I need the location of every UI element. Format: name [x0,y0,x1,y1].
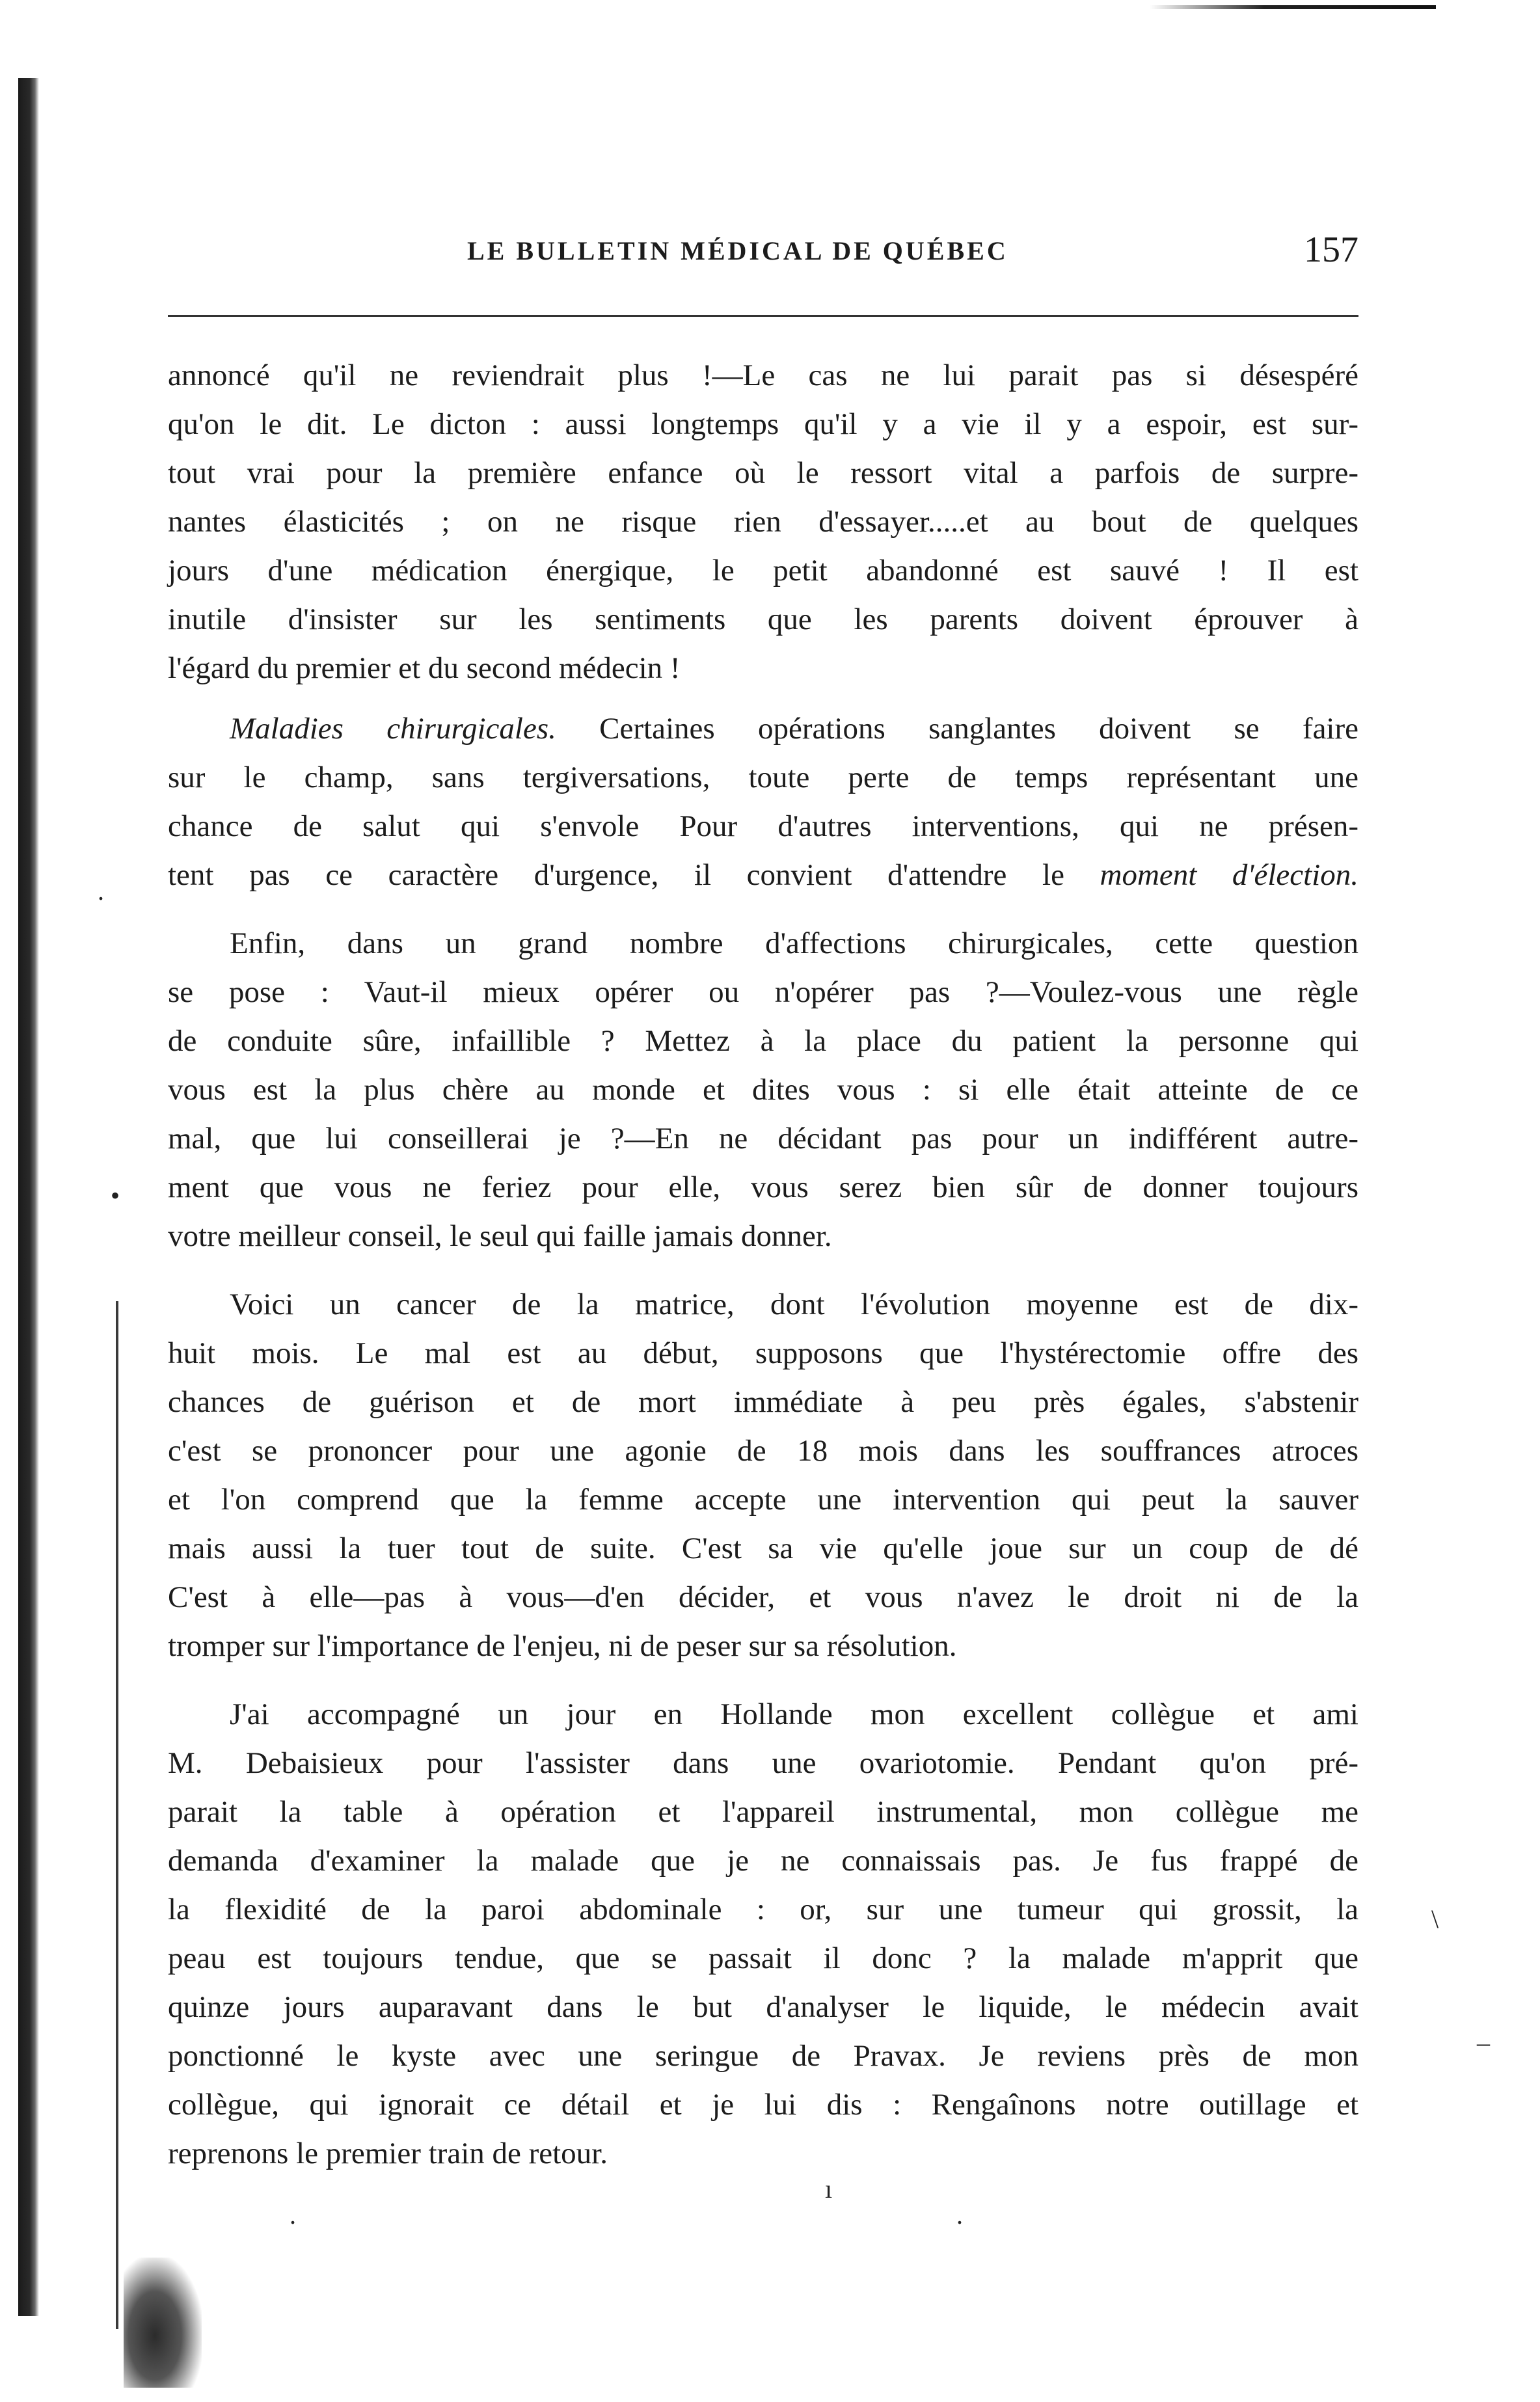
text-line: ment que vous ne feriez pour elle, vous serez bien sûr de donner toujours [168,1170,1358,1204]
text-line: annoncé qu'il ne reviendrait plus !—Le cas ne lui parait pas si désespéré [168,358,1358,392]
paragraph-4 [168,1280,1358,1671]
scan-speck: – [1477,2028,1490,2057]
text-line: la flexidité de la paroi abdominale : or, sur une tumeur qui grossit, la [168,1893,1358,1926]
text-line: mais aussi la tuer tout de suite. C'est sa vie qu'elle joue sur un coup de dé [168,1532,1358,1565]
text-line: se pose : Vaut-il mieux opérer ou n'opérer pas ?—Voulez-vous une règle [168,975,1358,1009]
body-text [168,351,1358,2178]
text-run: tent pas ce caractère d'urgence, il convient d'attendre le [168,858,1100,892]
section-lead: Maladies chirurgicales. [230,712,556,746]
top-edge-rule [1150,5,1436,9]
running-header [168,230,1358,275]
text-line: chances de guérison et de mort immédiate à peu près égales, s'abstenir [168,1385,1358,1419]
paragraph-3 [168,919,1358,1261]
text-line: votre meilleur conseil, le seul qui faille jamais donner. [168,1219,832,1253]
text-line: inutile d'insister sur les sentiments que les parents doivent éprouver à [168,602,1358,636]
text-line: vous est la plus chère au monde et dites vous : si elle était atteinte de ce [168,1073,1358,1107]
text-line: tout vrai pour la première enfance où le ressort vital a parfois de surpre- [168,456,1358,490]
text-line: Enfin, dans un grand nombre d'affections chirurgicales, cette question [230,926,1358,960]
scan-speck: ı [825,2174,833,2204]
scan-speck: . [290,2200,296,2230]
text-line: mal, que lui conseillerai je ?—En ne décidant pas pour un indifférent autre- [168,1122,1358,1155]
text-line: et l'on comprend que la femme accepte une intervention qui peut la sauver [168,1483,1358,1517]
binding-crease [116,1301,118,2329]
text-line: huit mois. Le mal est au début, supposons que l'hystérectomie offre des [168,1336,1358,1370]
corner-smudge [124,2258,202,2388]
text-line: C'est à elle—pas à vous—d'en décider, et vous n'avez le droit ni de la [168,1580,1358,1614]
text-line: demanda d'examiner la malade que je ne connaissais pas. Je fus frappé de [168,1844,1358,1878]
page-number: 157 [1304,230,1358,270]
paragraph-1 [168,351,1358,693]
scan-speck: . [98,876,104,906]
text-line: J'ai accompagné un jour en Hollande mon excellent collègue et ami [230,1697,1358,1731]
header-rule [168,315,1358,317]
running-title: LE BULLETIN MÉDICAL DE QUÉBEC [467,236,1008,265]
text-line [168,851,1358,900]
text-run: Certaines opérations sanglantes doivent se faire [556,712,1358,746]
text-line: l'égard du premier et du second médecin ! [168,651,681,685]
text-line: jours d'une médication énergique, le petit abandonné est sauvé ! Il est [168,554,1358,587]
paragraph-2 [168,705,1358,900]
text-line: de conduite sûre, infaillible ? Mettez à la place du patient la personne qui [168,1024,1358,1058]
italic-term: moment d'élection. [1100,858,1358,892]
text-line: qu'on le dit. Le dicton : aussi longtemps qu'il y a vie il y a espoir, est sur- [168,407,1358,441]
text-line: c'est se prononcer pour une agonie de 18 mois dans les souffrances atroces [168,1434,1358,1468]
scan-speck: \ [1431,1904,1439,1934]
text-line: chance de salut qui s'envole Pour d'autres interventions, qui ne présen- [168,809,1358,843]
binding-shadow [18,78,39,2316]
text-line: collègue, qui ignorait ce détail et je lui dis : Rengaînons notre outillage et [168,2088,1358,2122]
text-line: sur le champ, sans tergiversations, toute perte de temps représentant une [168,761,1358,794]
text-line [168,705,1358,753]
scan-speck: . [956,2200,963,2230]
text-line: M. Debaisieux pour l'assister dans une ovariotomie. Pendant qu'on pré- [168,1746,1358,1780]
scan-speck: • [111,1181,120,1210]
text-line: Voici un cancer de la matrice, dont l'évolution moyenne est de dix- [230,1288,1358,1321]
text-line: reprenons le premier train de retour. [168,2137,608,2170]
text-line: nantes élasticités ; on ne risque rien d'essayer.....et au bout de quelques [168,505,1358,539]
text-line: parait la table à opération et l'appareil instrumental, mon collègue me [168,1795,1358,1829]
text-line: tromper sur l'importance de l'enjeu, ni de peser sur sa résolution. [168,1629,957,1663]
text-line: peau est toujours tendue, que se passait il donc ? la malade m'apprit que [168,1941,1358,1975]
text-line: quinze jours auparavant dans le but d'analyser le liquide, le médecin avait [168,1990,1358,2024]
paragraph-5 [168,1690,1358,2178]
text-line: ponctionné le kyste avec une seringue de Pravax. Je reviens près de mon [168,2039,1358,2073]
